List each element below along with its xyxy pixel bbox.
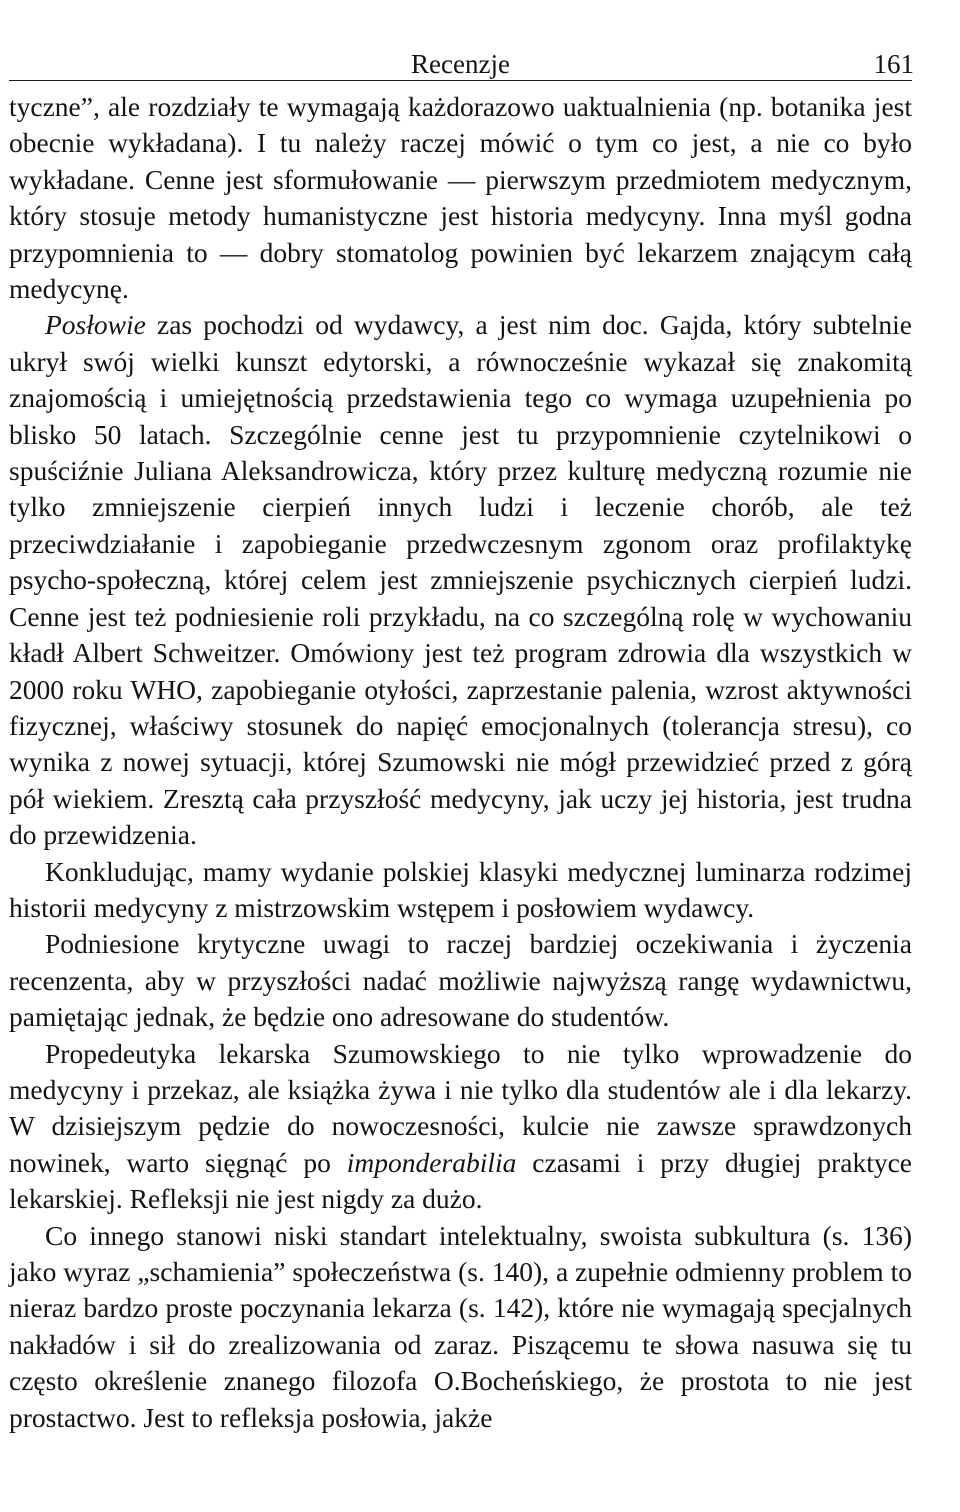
paragraph-text: zas pochodzi od wydawcy, a jest nim doc. Gajda, który subtelnie ukrył swój wielki kunszt edytorski, a równocześnie wykazał się znakomitą znajomością i umiejętnością przedstawienia tego co wymaga uzupełnienia po blisko 50 latach. Szczególnie cenne jest tu przypomnienie czytelnikowi o spuściźnie Juliana Aleksandrowicza, który przez kulturę medyczną rozumie nie tylko zmniejszenie cierpień innych ludzi i leczenie chorób, ale też przeciwdziałanie i zapobieganie przedwczesnym zgonom oraz profilaktykę psycho-społeczną, której celem jest zmniejszenie psychicznych cierpień ludzi. Cenne jest też podniesienie roli przykładu, na co szczególną rolę w wychowaniu kładł Albert Schweitzer. Omówiony jest też program zdrowia dla wszystkich w 2000 roku WHO, zapobieganie otyłości, zaprzestanie palenia, wzrost aktywności fizycznej, właściwy stosunek do napięć emocjonalnych (tolerancja stresu), co wynika z nowej sytuacji, której Szumowski nie mógł przewidzieć przed z górą pół wiekiem. Zresztą cała przyszłość medycyny, jak uczy jej historia, jest trudna do przewidzenia. bbox=[9, 309, 912, 851]
paragraph-text: Konkludując, mamy wydanie polskiej klasyki medycznej luminarza rodzimej historii medycyny z mistrzowskim wstępem i posłowiem wydawcy. bbox=[9, 855, 912, 923]
running-header bbox=[9, 40, 912, 81]
section-title: Recenzje bbox=[411, 49, 510, 79]
paragraph-5 bbox=[9, 1036, 912, 1218]
paragraph-2 bbox=[9, 307, 912, 853]
paragraph-4 bbox=[9, 926, 912, 1035]
paragraph-text: Co innego stanowi niski standart intelektualny, swoista subkultura (s. 136) jako wyraz „schamienia” społeczeństwa (s. 140), a zupełnie odmienny problem to nieraz bardzo proste poczynania lekarza (s. 142), które nie wymagają specjalnych nakładów i sił do zrealizowania od zaraz. Piszącemu te słowa nasuwa się tu często określenie znanego filozofa O.Bocheńskiego, że prostota to nie jest prostactwo. Jest to refleksja posłowia, jakże bbox=[9, 1219, 912, 1433]
body-text bbox=[9, 89, 912, 1436]
paragraph-3 bbox=[9, 854, 912, 927]
italic-term-imponderabilia: imponderabilia bbox=[346, 1146, 517, 1178]
paragraph-text: czasami i przy długiej praktyce lekarskiej. Refleksji nie jest nigdy za dużo. bbox=[9, 1146, 912, 1215]
paragraph-6 bbox=[9, 1218, 912, 1436]
paragraph-1 bbox=[9, 89, 912, 307]
paragraph-text: Podniesione krytyczne uwagi to raczej bardziej oczekiwania i życzenia recenzenta, aby w przyszłości nadać możliwie najwyższą rangę wydawnictwu, pamiętając jednak, że będzie ono adresowane do studentów. bbox=[9, 928, 912, 1033]
paragraph-text: tyczne”, ale rozdziały te wymagają każdorazowo uaktualnienia (np. botanika jest obecnie wykładana). I tu należy raczej mówić o tym co jest, a nie co było wykładane. Cenne jest sformułowanie — pierwszym przedmiotem medycznym, który stosuje metody humanistyczne jest historia medycyny. Inna myśl godna przypomnienia to — dobry stomatolog powinien być lekarzem znającym całą medycynę. bbox=[9, 91, 912, 305]
paragraph-text: Propedeutyka lekarska Szumowskiego to nie tylko wprowadzenie do medycyny i przekaz, ale książka żywa i nie tylko dla studentów ale i dla lekarzy. W dzisiejszym pędzie do nowoczesności, kulcie nie zawsze sprawdzonych nowinek, warto sięgnąć po bbox=[9, 1037, 912, 1178]
page-number: 161 bbox=[873, 49, 914, 79]
italic-term-poslowie: Posłowie bbox=[45, 309, 146, 341]
